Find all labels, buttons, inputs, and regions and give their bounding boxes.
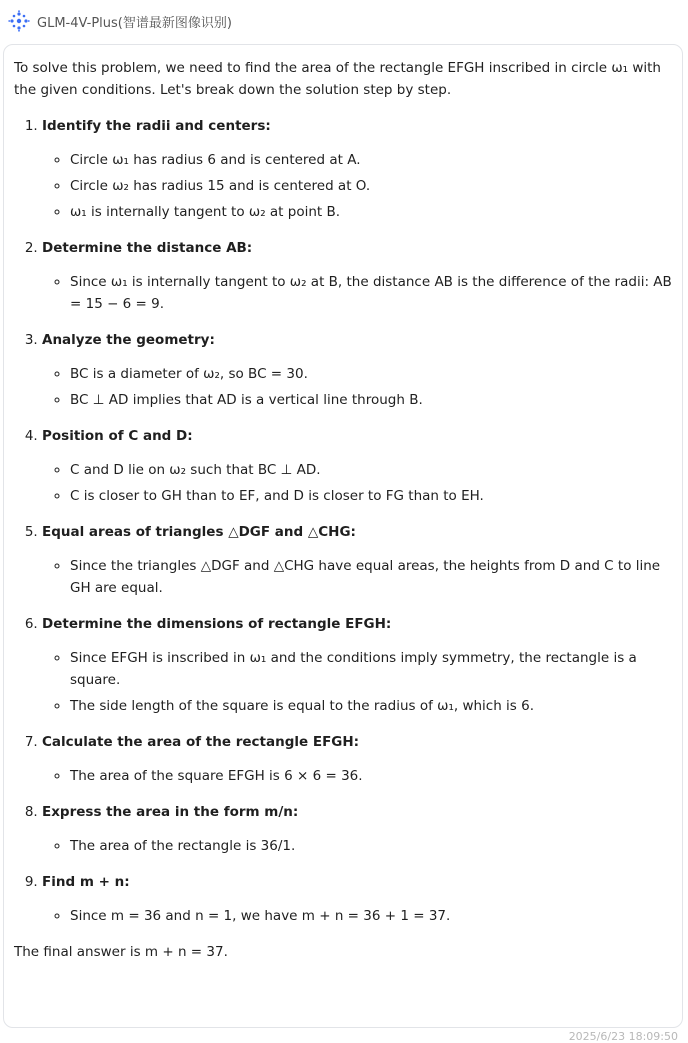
step-title: Identify the radii and centers: [42, 118, 271, 134]
final-answer: The final answer is m + n = 37. [14, 944, 228, 960]
step-item [42, 731, 672, 787]
step-item [42, 115, 672, 223]
step-title: Calculate the area of the rectangle EFGH: [42, 734, 360, 750]
step-item [42, 521, 672, 599]
model-name: GLM-4V-Plus(智谱最新图像识别) [37, 15, 232, 31]
step-bullet: ◦ The area of the rectangle is 36/1. [70, 835, 672, 857]
step-bullet: ◦ C and D lie on ω₂ such that BC ⊥ AD. [70, 459, 672, 481]
step-title: Express the area in the form m/n: [42, 804, 299, 820]
step-bullet: ◦ Circle ω₁ has radius 6 and is centered at A. [70, 149, 672, 171]
step-item [42, 329, 672, 411]
step-bullet: ◦ C is closer to GH than to EF, and D is closer to FG than to EH. [70, 485, 672, 507]
glm-logo-icon [8, 10, 30, 32]
step-title: Position of C and D: [42, 428, 193, 444]
step-title: Determine the dimensions of rectangle EFGH: [42, 616, 392, 632]
step-title: Analyze the geometry: [42, 332, 215, 348]
step-title: Equal areas of triangles △DGF and △CHG: [42, 524, 356, 540]
solution-steps [14, 115, 672, 927]
step-item [42, 425, 672, 507]
assistant-message [3, 44, 683, 1028]
step-bullet: ◦ Since ω₁ is internally tangent to ω₂ at B, the distance AB is the difference of the radii: AB = 15 − 6 = 9. [70, 271, 672, 315]
step-bullet: ◦ The side length of the square is equal to the radius of ω₁, which is 6. [70, 695, 672, 717]
step-bullet: ◦ Circle ω₂ has radius 15 and is centered at O. [70, 175, 672, 197]
step-bullet: ◦ BC is a diameter of ω₂, so BC = 30. [70, 363, 672, 385]
step-bullet: ◦ Since the triangles △DGF and △CHG have equal areas, the heights from D and C to line GH are equal. [70, 555, 672, 599]
message-timestamp: 2025/6/23 18:09:50 [568, 1030, 678, 1043]
step-bullet: ◦ ω₁ is internally tangent to ω₂ at point B. [70, 201, 672, 223]
step-bullet: ◦ Since EFGH is inscribed in ω₁ and the conditions imply symmetry, the rectangle is a square. [70, 647, 672, 691]
step-item [42, 871, 672, 927]
message-header [8, 8, 232, 34]
step-bullet: ◦ BC ⊥ AD implies that AD is a vertical line through B. [70, 389, 672, 411]
step-title: Find m + n: [42, 874, 130, 890]
step-item [42, 613, 672, 717]
intro-text: To solve this problem, we need to find the area of the rectangle EFGH inscribed in circle ω₁ with the given conditions. Let's break down the solution step by step. [14, 60, 661, 98]
step-item [42, 801, 672, 857]
step-bullet: ◦ The area of the square EFGH is 6 × 6 = 36. [70, 765, 672, 787]
step-title: Determine the distance AB: [42, 240, 253, 256]
step-item [42, 237, 672, 315]
step-bullet: ◦ Since m = 36 and n = 1, we have m + n = 36 + 1 = 37. [70, 905, 672, 927]
